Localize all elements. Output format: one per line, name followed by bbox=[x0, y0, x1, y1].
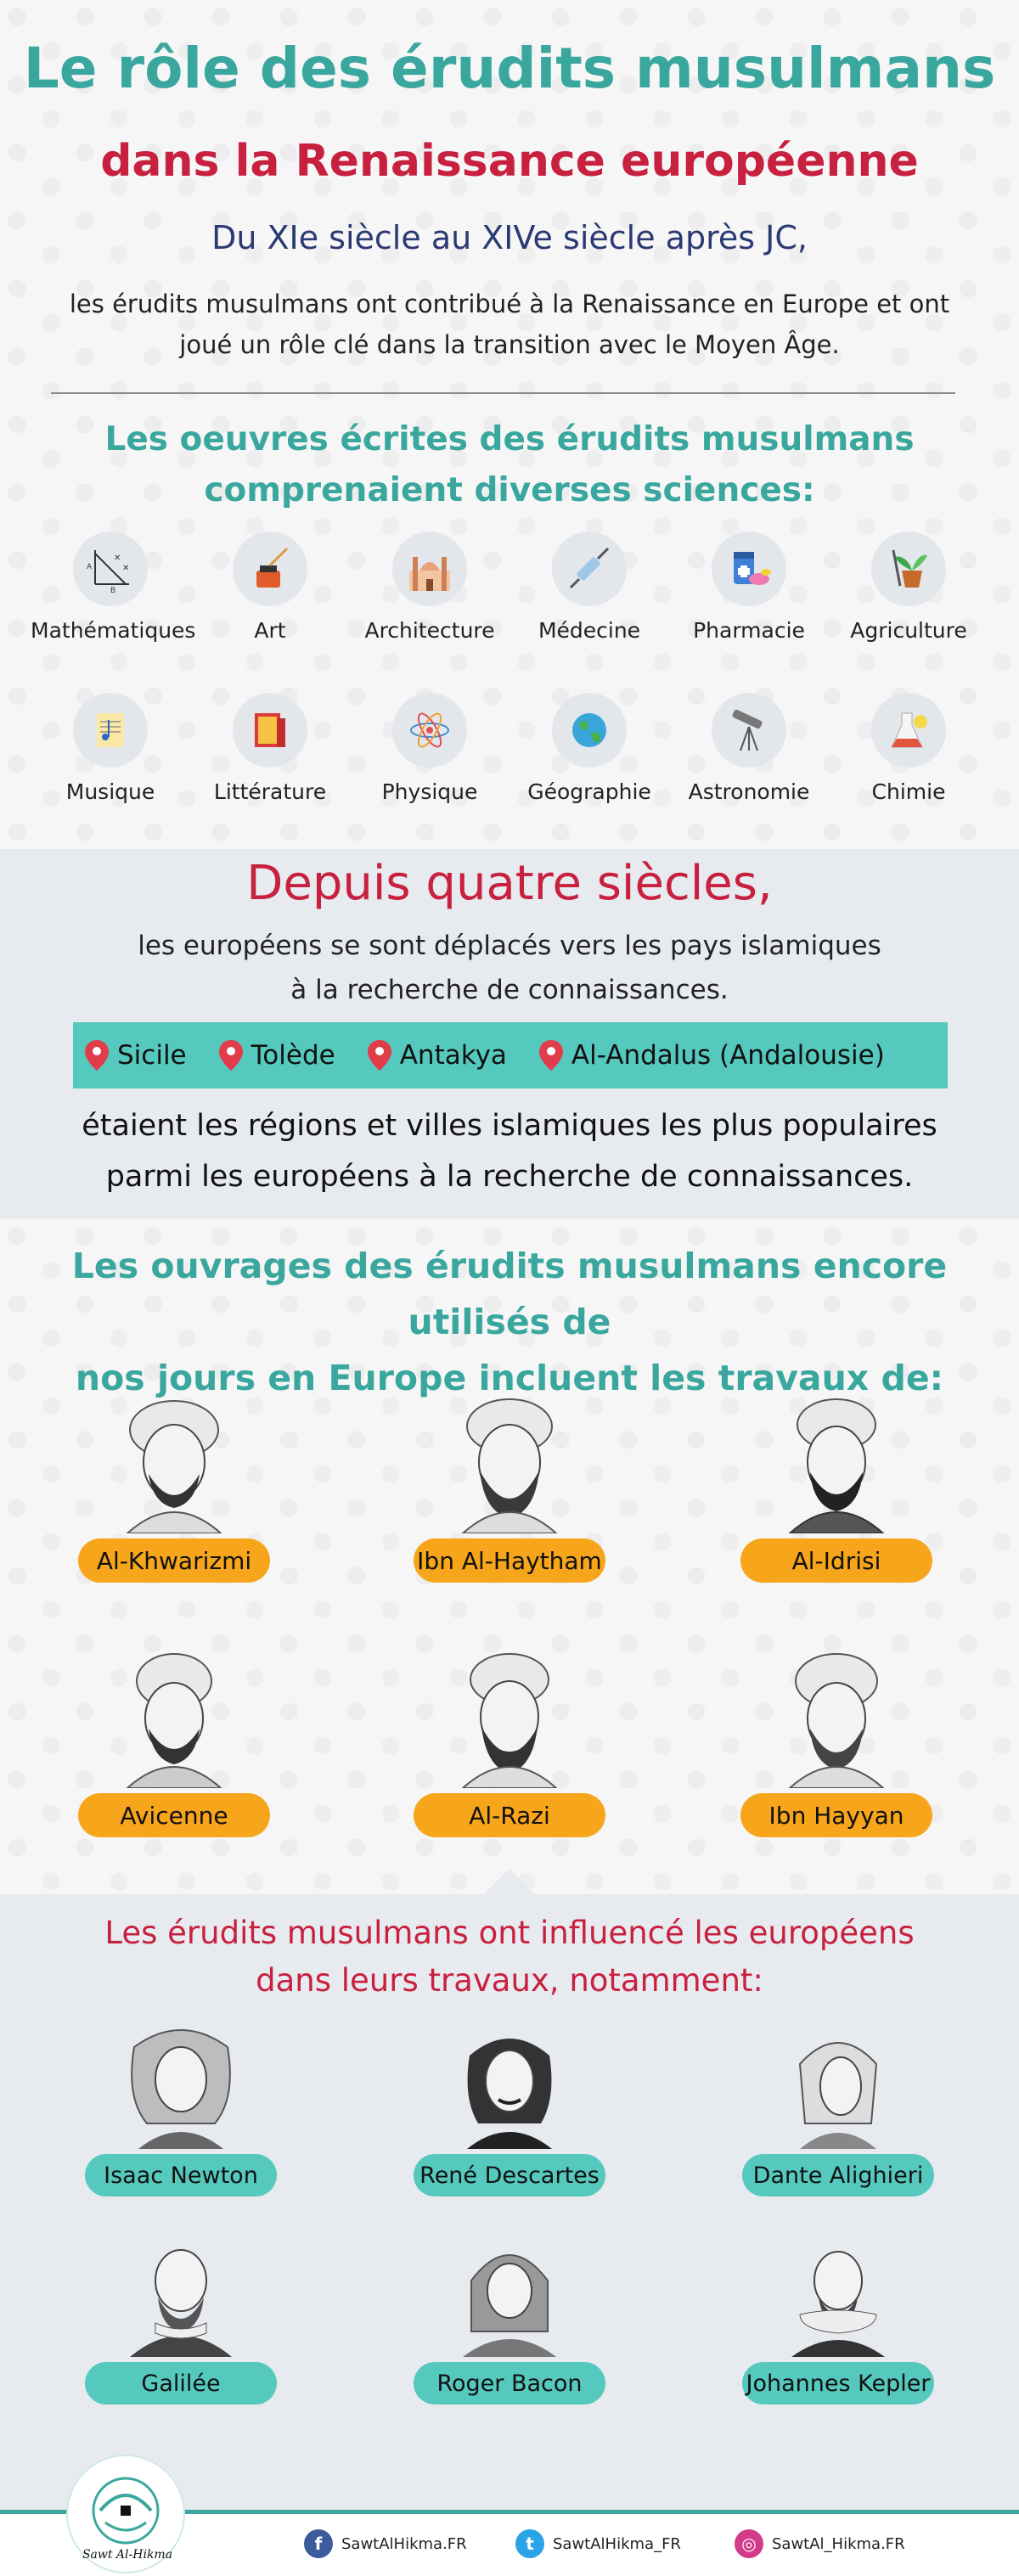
brand-logo-text: Sawt Al-Hikma bbox=[82, 2548, 173, 2562]
science-label: Physique bbox=[381, 779, 478, 804]
centuries-conclusion-line1: étaient les régions et villes islamiques les plus populaires bbox=[82, 1109, 937, 1143]
centuries-text bbox=[85, 924, 934, 1012]
science-label: Musique bbox=[65, 779, 155, 804]
european-portrait bbox=[109, 2230, 253, 2357]
scholar-card bbox=[76, 1644, 272, 1837]
influence-heading bbox=[51, 1910, 968, 2005]
european-name-badge: Galilée bbox=[85, 2362, 277, 2404]
works-heading-line2: comprenaient diverses sciences: bbox=[204, 471, 815, 509]
influence-section bbox=[0, 1894, 1019, 2510]
scholar-card bbox=[739, 1644, 934, 1837]
science-item bbox=[31, 532, 196, 693]
chemistry-icon bbox=[871, 693, 946, 768]
science-label: Mathématiques bbox=[31, 618, 196, 643]
footer bbox=[0, 2510, 1019, 2576]
brand-logo bbox=[66, 2455, 185, 2573]
location-pin-icon bbox=[368, 1040, 391, 1071]
architecture-icon bbox=[392, 532, 467, 606]
city-label: Sicile bbox=[117, 1040, 187, 1071]
city-item bbox=[85, 1040, 187, 1071]
science-label: Géographie bbox=[527, 779, 651, 804]
european-card bbox=[740, 2022, 936, 2196]
scholar-card bbox=[412, 1389, 607, 1583]
location-pin-icon bbox=[219, 1040, 243, 1071]
art-icon bbox=[233, 532, 307, 606]
scholar-name-badge: Al-Idrisi bbox=[740, 1538, 932, 1583]
svg-text:A: A bbox=[87, 563, 93, 571]
physics-icon bbox=[392, 693, 467, 768]
european-name-badge: Dante Alighieri bbox=[742, 2154, 934, 2196]
city-item bbox=[368, 1040, 507, 1071]
astronomy-icon bbox=[712, 693, 786, 768]
european-name-badge: René Descartes bbox=[414, 2154, 605, 2196]
city-label: Antakya bbox=[399, 1040, 507, 1071]
european-portrait bbox=[766, 2230, 910, 2357]
science-label: Agriculture bbox=[850, 618, 967, 643]
literature-icon bbox=[233, 693, 307, 768]
page-title: Le rôle des érudits musulmans bbox=[23, 36, 996, 101]
divider bbox=[51, 392, 955, 394]
works-in-use-heading-line1: Les ouvrages des érudits musulmans encore utilisés de bbox=[71, 1246, 948, 1342]
scholar-name-badge: Avicenne bbox=[78, 1793, 270, 1837]
european-portrait bbox=[766, 2022, 910, 2149]
scholar-name-badge: Al-Razi bbox=[414, 1793, 605, 1837]
science-item bbox=[829, 532, 988, 693]
svg-text:✕: ✕ bbox=[114, 554, 121, 563]
location-pin-icon bbox=[539, 1040, 563, 1071]
centuries-conclusion bbox=[51, 1100, 968, 1202]
intro-text: les érudits musulmans ont contribué à la Renaissance en Europe et ont joué un rôle clé dans la transition avec le Moyen Âge. bbox=[69, 290, 950, 359]
science-item bbox=[510, 532, 669, 693]
section-notch bbox=[484, 1869, 535, 1894]
instagram-link[interactable] bbox=[735, 2529, 905, 2558]
scholar-card bbox=[76, 1389, 272, 1583]
scholar-name-badge: Ibn Al-Haytham bbox=[414, 1538, 605, 1583]
centuries-section bbox=[0, 849, 1019, 1219]
sciences-grid bbox=[31, 532, 988, 854]
scholar-card bbox=[412, 1644, 607, 1837]
agriculture-icon bbox=[871, 532, 946, 606]
european-card bbox=[412, 2230, 607, 2404]
twitter-icon: t bbox=[515, 2529, 544, 2558]
european-portrait bbox=[437, 2022, 582, 2149]
header-section bbox=[0, 0, 1019, 849]
science-item bbox=[190, 532, 350, 693]
twitter-link[interactable] bbox=[515, 2529, 681, 2558]
european-card bbox=[83, 2230, 279, 2404]
scholar-portrait bbox=[764, 1644, 909, 1788]
scholar-portrait bbox=[102, 1389, 246, 1533]
scholar-name-badge: Al-Khwarizmi bbox=[78, 1538, 270, 1583]
geography-icon bbox=[552, 693, 627, 768]
works-in-use-heading-line2: nos jours en Europe incluent les travaux de: bbox=[75, 1358, 944, 1398]
european-name-badge: Roger Bacon bbox=[414, 2362, 605, 2404]
works-in-use-section bbox=[0, 1219, 1019, 1894]
science-item bbox=[190, 693, 350, 854]
science-item bbox=[350, 532, 510, 693]
influence-heading-line2: dans leurs travaux, notamment: bbox=[256, 1962, 763, 1999]
science-label: Littérature bbox=[213, 779, 327, 804]
facebook-handle: SawtAlHikma.FR bbox=[341, 2534, 467, 2553]
science-item bbox=[669, 693, 829, 854]
scholar-card bbox=[739, 1389, 934, 1583]
science-label: Médecine bbox=[538, 618, 641, 643]
influence-heading-line1: Les érudits musulmans ont influencé les européens bbox=[104, 1915, 915, 1951]
page-title-line2: dans la Renaissance européenne bbox=[100, 136, 919, 187]
pharmacy-icon bbox=[712, 532, 786, 606]
european-card bbox=[412, 2022, 607, 2196]
centuries-text-line2: à la recherche de connaissances. bbox=[290, 975, 729, 1005]
european-portrait bbox=[109, 2022, 253, 2149]
science-item bbox=[829, 693, 988, 854]
twitter-handle: SawtAlHikma_FR bbox=[553, 2534, 681, 2553]
city-item bbox=[219, 1040, 335, 1071]
scholar-portrait bbox=[437, 1389, 582, 1533]
facebook-link[interactable] bbox=[304, 2529, 467, 2558]
svg-text:B: B bbox=[110, 587, 116, 594]
medicine-icon bbox=[552, 532, 627, 606]
instagram-icon: ◎ bbox=[735, 2529, 763, 2558]
math-icon bbox=[73, 532, 148, 606]
subtitle: Du XIe siècle au XIVe siècle après JC, bbox=[211, 219, 808, 256]
city-label: Al-Andalus (Andalousie) bbox=[571, 1040, 885, 1071]
location-pin-icon bbox=[85, 1040, 109, 1071]
science-label: Pharmacie bbox=[693, 618, 805, 643]
european-card bbox=[740, 2230, 936, 2404]
music-icon bbox=[73, 693, 148, 768]
facebook-icon: f bbox=[304, 2529, 333, 2558]
science-item bbox=[31, 693, 190, 854]
european-portrait bbox=[437, 2230, 582, 2357]
scholar-portrait bbox=[102, 1644, 246, 1788]
works-heading-line1: Les oeuvres écrites des érudits musulmans bbox=[104, 420, 915, 458]
centuries-title: Depuis quatre siècles, bbox=[246, 856, 773, 911]
science-item bbox=[510, 693, 669, 854]
science-label: Astronomie bbox=[688, 779, 810, 804]
science-label: Chimie bbox=[871, 779, 946, 804]
city-label: Tolède bbox=[251, 1040, 335, 1071]
instagram-handle: SawtAl_Hikma.FR bbox=[772, 2534, 905, 2553]
scholar-portrait bbox=[437, 1644, 582, 1788]
science-label: Architecture bbox=[364, 618, 495, 643]
city-item bbox=[539, 1040, 885, 1071]
european-card bbox=[83, 2022, 279, 2196]
svg-text:✕: ✕ bbox=[122, 564, 130, 573]
science-item bbox=[669, 532, 829, 693]
science-label: Art bbox=[254, 618, 286, 643]
scholar-name-badge: Ibn Hayyan bbox=[740, 1793, 932, 1837]
european-name-badge: Johannes Kepler bbox=[742, 2362, 934, 2404]
works-heading bbox=[51, 414, 968, 516]
works-in-use-heading bbox=[17, 1238, 1002, 1406]
cities-bar bbox=[73, 1022, 948, 1088]
european-name-badge: Isaac Newton bbox=[85, 2154, 277, 2196]
centuries-conclusion-line2: parmi les européens à la recherche de connaissances. bbox=[105, 1160, 914, 1194]
science-item bbox=[350, 693, 510, 854]
centuries-text-line1: les européens se sont déplacés vers les pays islamiques bbox=[138, 931, 881, 961]
scholar-portrait bbox=[764, 1389, 909, 1533]
